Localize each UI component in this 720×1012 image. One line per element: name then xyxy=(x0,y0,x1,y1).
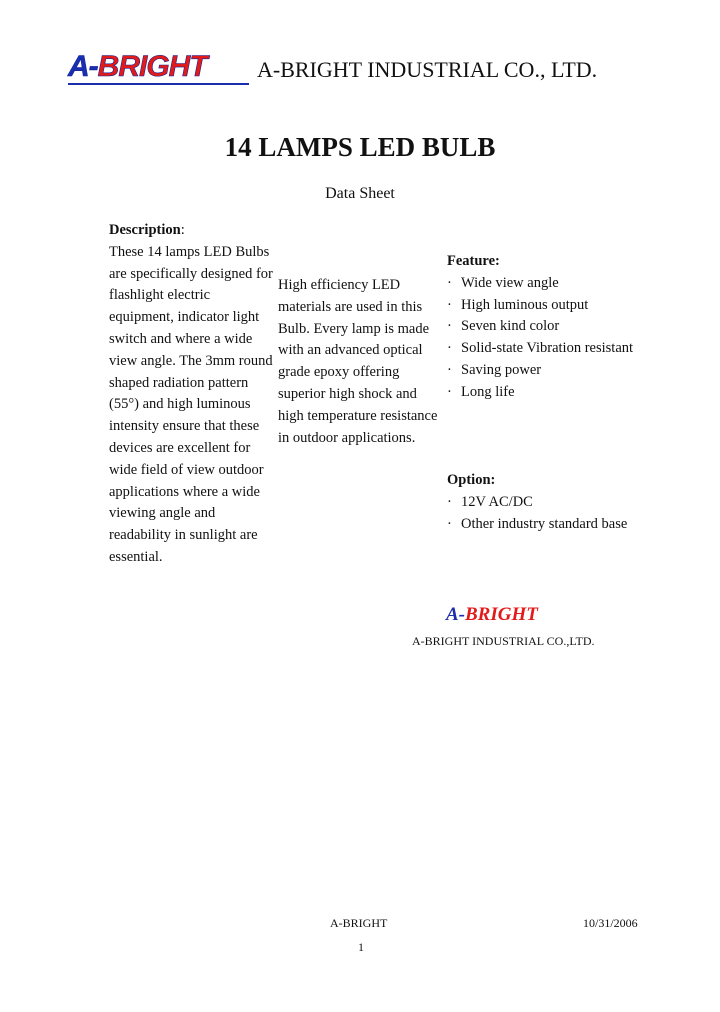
bullet-icon: · xyxy=(447,296,452,313)
brand-prefix: A- xyxy=(446,604,465,625)
feature-section xyxy=(447,251,647,404)
logo-rest: BRIGHT xyxy=(97,50,207,83)
feature-item: · Solid-state Vibration resistant xyxy=(447,338,647,360)
bullet-icon: · xyxy=(447,383,452,400)
description-heading-colon: : xyxy=(180,222,185,238)
company-name: A-BRIGHT INDUSTRIAL CO., LTD. xyxy=(257,57,598,82)
brand-company-name: A-BRIGHT INDUSTRIAL CO.,LTD. xyxy=(412,634,595,648)
feature-item: · Wide view angle xyxy=(447,273,647,295)
description-section xyxy=(109,220,277,569)
bullet-icon: · xyxy=(447,340,452,357)
bullet-icon: · xyxy=(447,318,452,335)
feature-item: · Saving power xyxy=(447,360,647,382)
bullet-icon: · xyxy=(447,361,452,378)
option-heading: Option: xyxy=(447,472,496,488)
footer-brand: A-BRIGHT xyxy=(330,916,388,930)
feature-heading: Feature: xyxy=(447,253,500,269)
feature-item: · High luminous output xyxy=(447,295,647,317)
bullet-icon: · xyxy=(447,515,452,532)
bullet-icon: · xyxy=(447,274,452,291)
company-logo xyxy=(68,50,207,84)
description-heading-row xyxy=(109,220,277,242)
brand-mark xyxy=(446,603,538,627)
page-number: 1 xyxy=(358,940,364,954)
materials-text: High efficiency LED materials are used in this Bulb. Every lamp is made with an advanced optical grade epoxy offering superior high shock and high temperature resistance in outdoor applications. xyxy=(278,277,438,446)
page-title: 14 LAMPS LED BULB xyxy=(224,132,496,162)
description-heading: Description xyxy=(109,222,181,238)
brand-rest: BRIGHT xyxy=(465,604,538,625)
description-text: These 14 lamps LED Bulbs are specifically designed for flashlight electric equipment, indicator light switch and where a wide view angle. The 3mm round shaped radiation pattern (55°) and high luminous intensity ensure that these devices are excellent for wide field of view outdoor applications where a wide viewing angle and readability in sunlight are essential. xyxy=(109,243,273,565)
logo-prefix: A- xyxy=(68,50,98,83)
option-section xyxy=(447,470,647,535)
feature-item: · Long life xyxy=(447,382,647,404)
footer-date: 10/31/2006 xyxy=(583,916,638,930)
option-item: · Other industry standard base xyxy=(447,514,647,536)
logo-underline xyxy=(68,83,249,85)
bullet-icon: · xyxy=(447,493,452,510)
option-item: · 12V AC/DC xyxy=(447,492,647,514)
page-subtitle: Data Sheet xyxy=(325,185,395,202)
materials-section xyxy=(278,275,446,449)
feature-item: · Seven kind color xyxy=(447,316,647,338)
